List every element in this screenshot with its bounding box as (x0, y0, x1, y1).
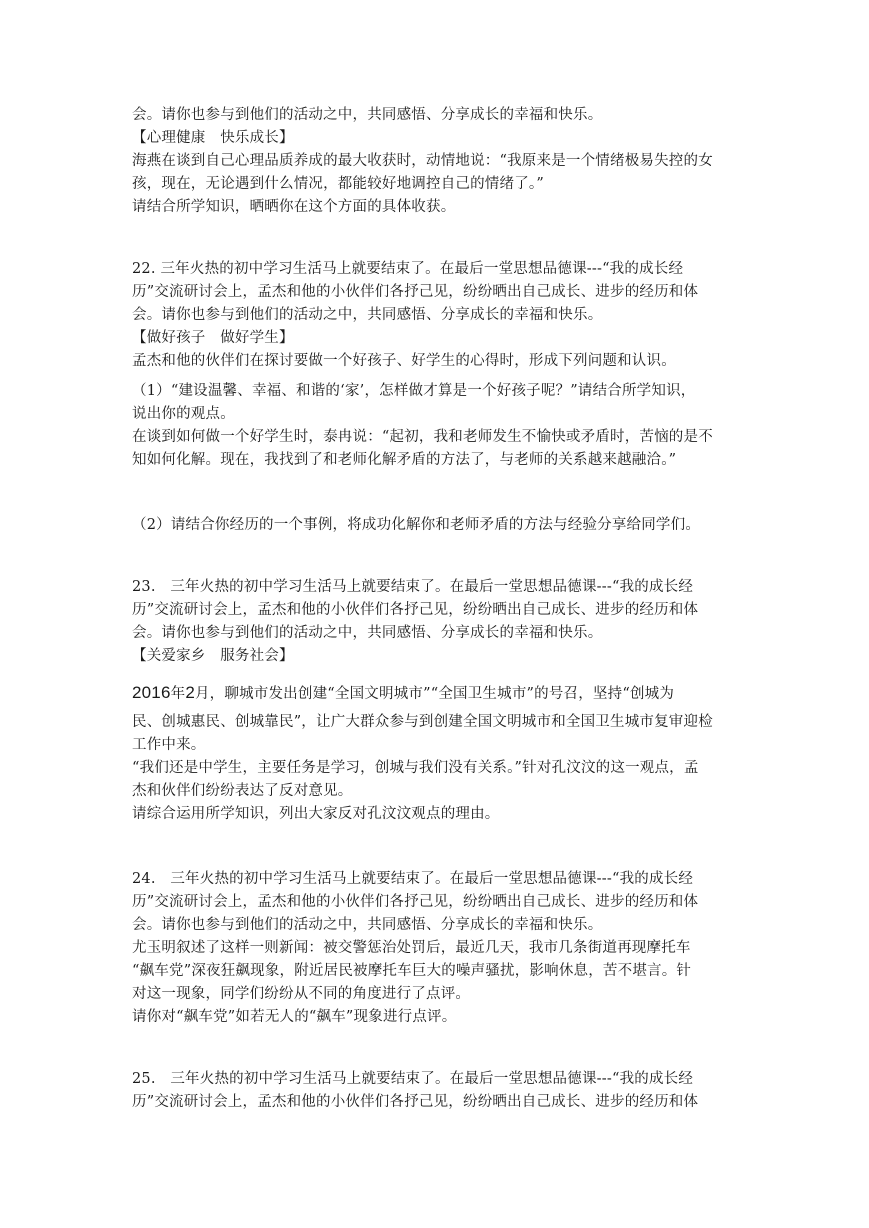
text-line: 会。请你也参与到他们的活动之中，共同感悟、分享成长的幸福和快乐。 (132, 625, 603, 641)
section-heading: 【关爱家乡 服务社会】 (132, 648, 294, 664)
text-line: 历”交流研讨会上，孟杰和他的小伙伴们各抒己见，纷纷晒出自己成长、进步的经历和体 (132, 1094, 699, 1110)
text-line: 杰和伙伴们纷纷表达了反对意见。 (132, 783, 353, 799)
text-line: 请综合运用所学知识，列出大家反对孔汶汶观点的理由。 (132, 806, 500, 822)
text-line: 会。请你也参与到他们的活动之中，共同感悟、分享成长的幸福和快乐。 (132, 307, 603, 323)
question-stem: 23. 三年火热的初中学习生活马上就要结束了。在最后一堂思想品德课---“我的成长经 (132, 579, 694, 595)
year-text: 2016 (132, 683, 171, 702)
year-suffix: 年 (170, 686, 186, 702)
text-rest: 月，聊城市发出创建“全国文明城市”“全国卫生城市”的号召，坚持“创城为 (194, 686, 675, 702)
text-line: 孩，现在，无论遇到什么情况，都能较好地调控自己的情绪了。” (132, 176, 544, 192)
text-line-date (132, 682, 674, 705)
section-heading: 【心理健康 快乐成长】 (132, 130, 294, 146)
text-line: 历”交流研讨会上，孟杰和他的小伙伴们各抒己见，纷纷晒出自己成长、进步的经历和体 (132, 602, 699, 618)
text-line: 历”交流研讨会上，孟杰和他的小伙伴们各抒己见，纷纷晒出自己成长、进步的经历和体 (132, 894, 699, 910)
text-line: 请结合所学知识，晒晒你在这个方面的具体收获。 (132, 199, 456, 215)
text-line: 尤玉明叙述了这样一则新闻：被交警惩治处罚后，最近几天，我市几条街道再现摩托车 (132, 940, 691, 956)
text-line: 知如何化解。现在，我找到了和老师化解矛盾的方法了，与老师的关系越来越融洽。” (132, 452, 677, 468)
text-line: 说出你的观点。 (132, 406, 235, 422)
sub-question-1: （1）“建设温馨、幸福、和谐的‘家’，怎样做才算是一个好孩子呢？”请结合所学知识， (132, 383, 696, 399)
text-line: 工作中来。 (132, 737, 206, 753)
text-line: 会。请你也参与到他们的活动之中，共同感悟、分享成长的幸福和快乐。 (132, 107, 603, 123)
month-text: 2 (185, 683, 195, 702)
section-heading: 【做好孩子 做好学生】 (132, 330, 294, 346)
text-line: 历”交流研讨会上，孟杰和他的小伙伴们各抒己见，纷纷晒出自己成长、进步的经历和体 (132, 284, 699, 300)
question-stem: 22. 三年火热的初中学习生活马上就要结束了。在最后一堂思想品德课---“我的成长经 (132, 261, 684, 277)
text-line: 民、创城惠民、创城靠民”，让广大群众参与到创建全国文明城市和全国卫生城市复审迎检 (132, 714, 713, 730)
text-line: 在谈到如何做一个好学生时，泰冉说：“起初，我和老师发生不愉快或矛盾时，苦恼的是不 (132, 429, 713, 445)
text-line: 请你对“飙车党”如若无人的“飙车”现象进行点评。 (132, 1009, 457, 1025)
text-line: 对这一现象，同学们纷纷从不同的角度进行了点评。 (132, 986, 471, 1002)
text-line: 海燕在谈到自己心理品质养成的最大收获时，动情地说：“我原来是一个情绪极易失控的女 (132, 153, 713, 169)
text-line: 孟杰和他的伙伴们在探讨要做一个好孩子、好学生的心得时，形成下列问题和认识。 (132, 353, 676, 369)
text-line: “我们还是中学生，主要任务是学习，创城与我们没有关系。”针对孔汶汶的这一观点，孟 (132, 760, 699, 776)
text-line: 会。请你也参与到他们的活动之中，共同感悟、分享成长的幸福和快乐。 (132, 917, 603, 933)
question-stem: 25. 三年火热的初中学习生活马上就要结束了。在最后一堂思想品德课---“我的成长经 (132, 1071, 694, 1087)
question-stem: 24. 三年火热的初中学习生活马上就要结束了。在最后一堂思想品德课---“我的成长经 (132, 871, 694, 887)
sub-question-2: （2）请结合你经历的一个事例，将成功化解你和老师矛盾的方法与经验分享给同学们。 (132, 517, 701, 533)
text-line: “飙车党”深夜狂飙现象，附近居民被摩托车巨大的噪声骚扰，影响休息，苦不堪言。针 (132, 963, 692, 979)
